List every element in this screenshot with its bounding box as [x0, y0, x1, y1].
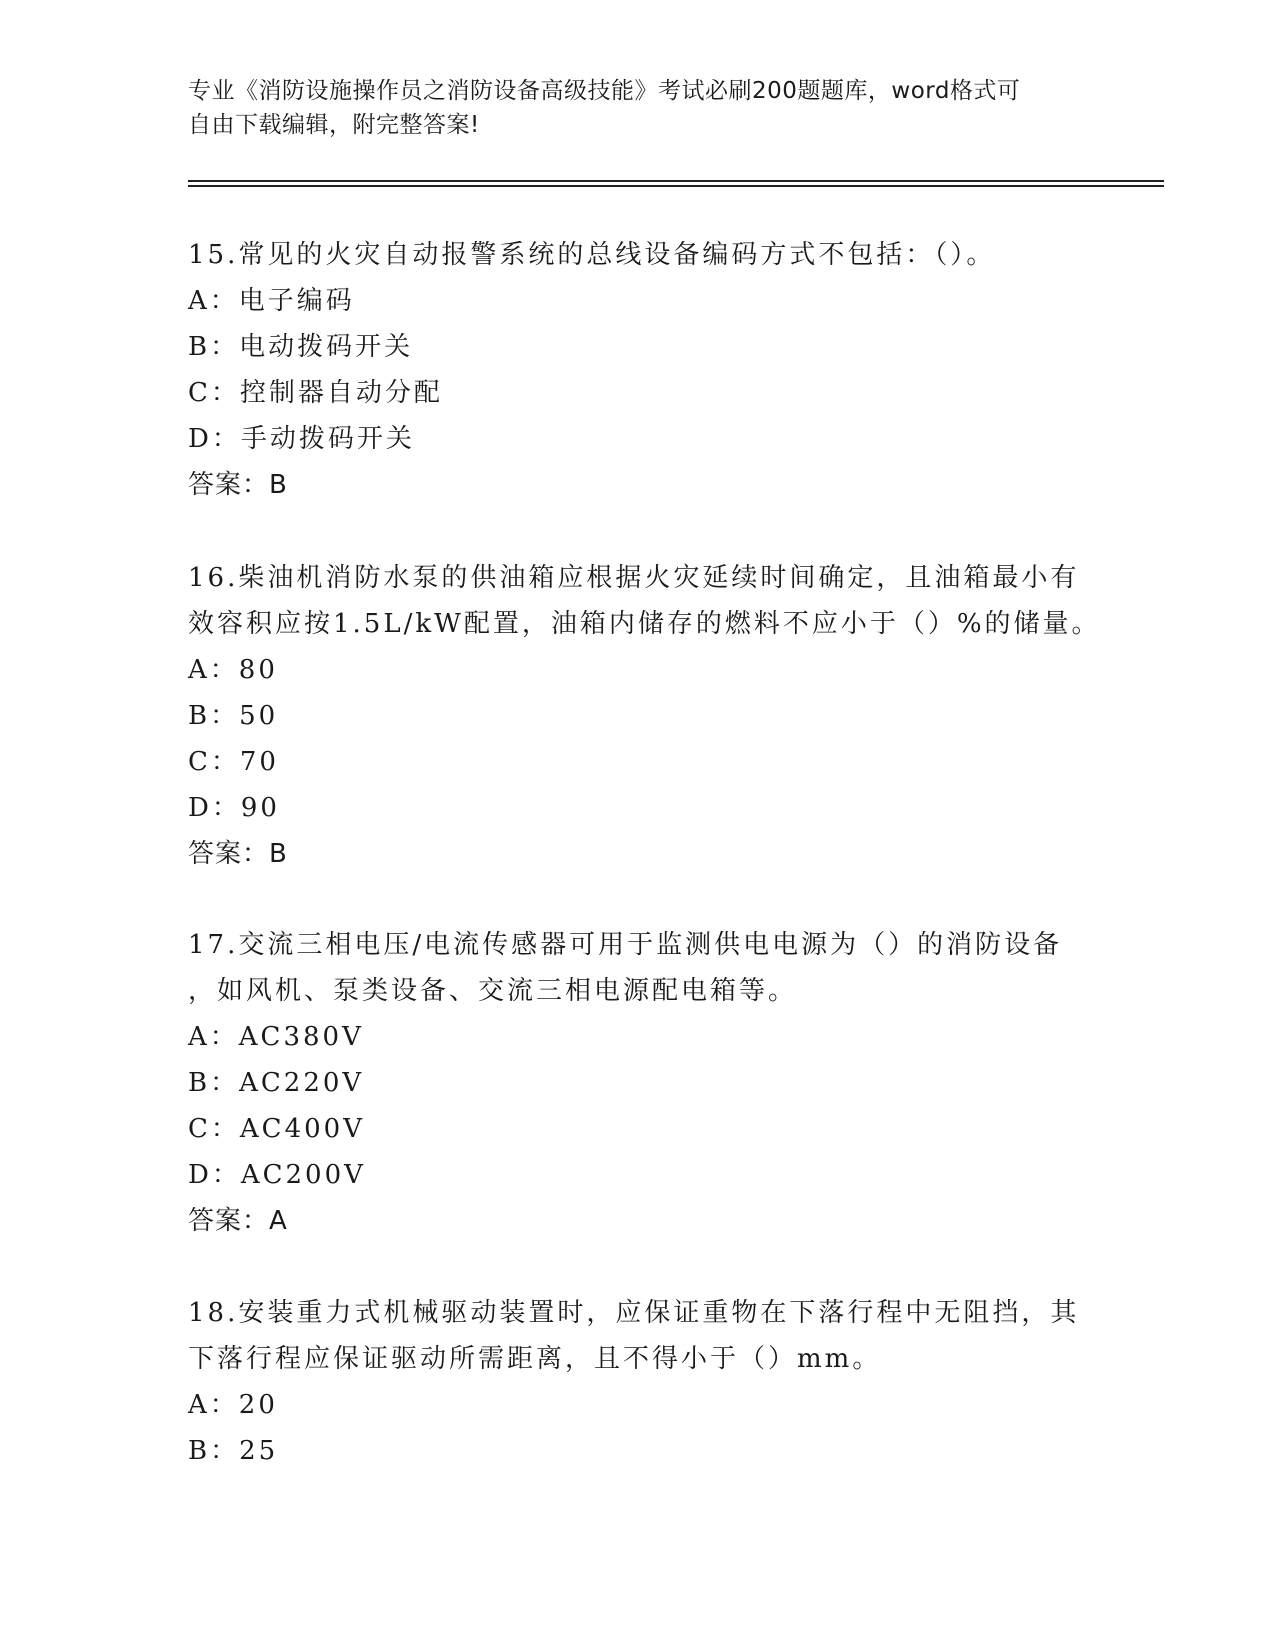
- option-c: C：AC400V: [188, 1114, 365, 1144]
- header-line-1: 专业《消防设施操作员之消防设备高级技能》考试必刷200题题库，word格式可: [188, 78, 1021, 104]
- header-line-2: 自由下载编辑，附完整答案!: [188, 112, 480, 138]
- option-a: A：20: [188, 1390, 278, 1420]
- option-c: C：控制器自动分配: [188, 378, 443, 408]
- option-a: A：AC380V: [188, 1022, 364, 1052]
- answer: 答案：B: [188, 470, 288, 500]
- question-17: [188, 922, 1088, 1244]
- question-text-continued: 效容积应按1.5L/kW配置，油箱内储存的燃料不应小于（）%的储量。: [188, 609, 1101, 639]
- question-18: [188, 1290, 1088, 1474]
- question-text: 17.交流三相电压/电流传感器可用于监测供电电源为（）的消防设备: [188, 930, 1063, 960]
- question-text-continued: 下落行程应保证驱动所需距离，且不得小于（）mm。: [188, 1344, 882, 1374]
- option-b: B：25: [188, 1436, 279, 1466]
- option-d: D：AC200V: [188, 1160, 366, 1190]
- question-text-continued: ，如风机、泵类设备、交流三相电源配电箱等。: [188, 976, 798, 1006]
- option-b: B：电动拨码开关: [188, 332, 414, 362]
- question-15: [188, 232, 1088, 508]
- header-divider-top: [188, 180, 1164, 182]
- option-d: D：手动拨码开关: [188, 424, 415, 454]
- answer: 答案：B: [188, 839, 288, 869]
- answer: 答案：A: [188, 1206, 288, 1236]
- question-text: 16.柴油机消防水泵的供油箱应根据火灾延续时间确定，且油箱最小有: [188, 563, 1080, 593]
- question-text: 15.常见的火灾自动报警系统的总线设备编码方式不包括：（）。: [188, 240, 996, 270]
- option-c: C：70: [188, 747, 279, 777]
- question-text: 18.安装重力式机械驱动装置时，应保证重物在下落行程中无阻挡，其: [188, 1298, 1080, 1328]
- header-divider-bottom: [188, 185, 1164, 187]
- document-header: [188, 74, 1068, 142]
- question-16: [188, 555, 1101, 877]
- option-a: A：电子编码: [188, 286, 355, 316]
- option-b: B：50: [188, 701, 279, 731]
- option-a: A：80: [188, 655, 278, 685]
- option-b: B：AC220V: [188, 1068, 365, 1098]
- option-d: D：90: [188, 793, 280, 823]
